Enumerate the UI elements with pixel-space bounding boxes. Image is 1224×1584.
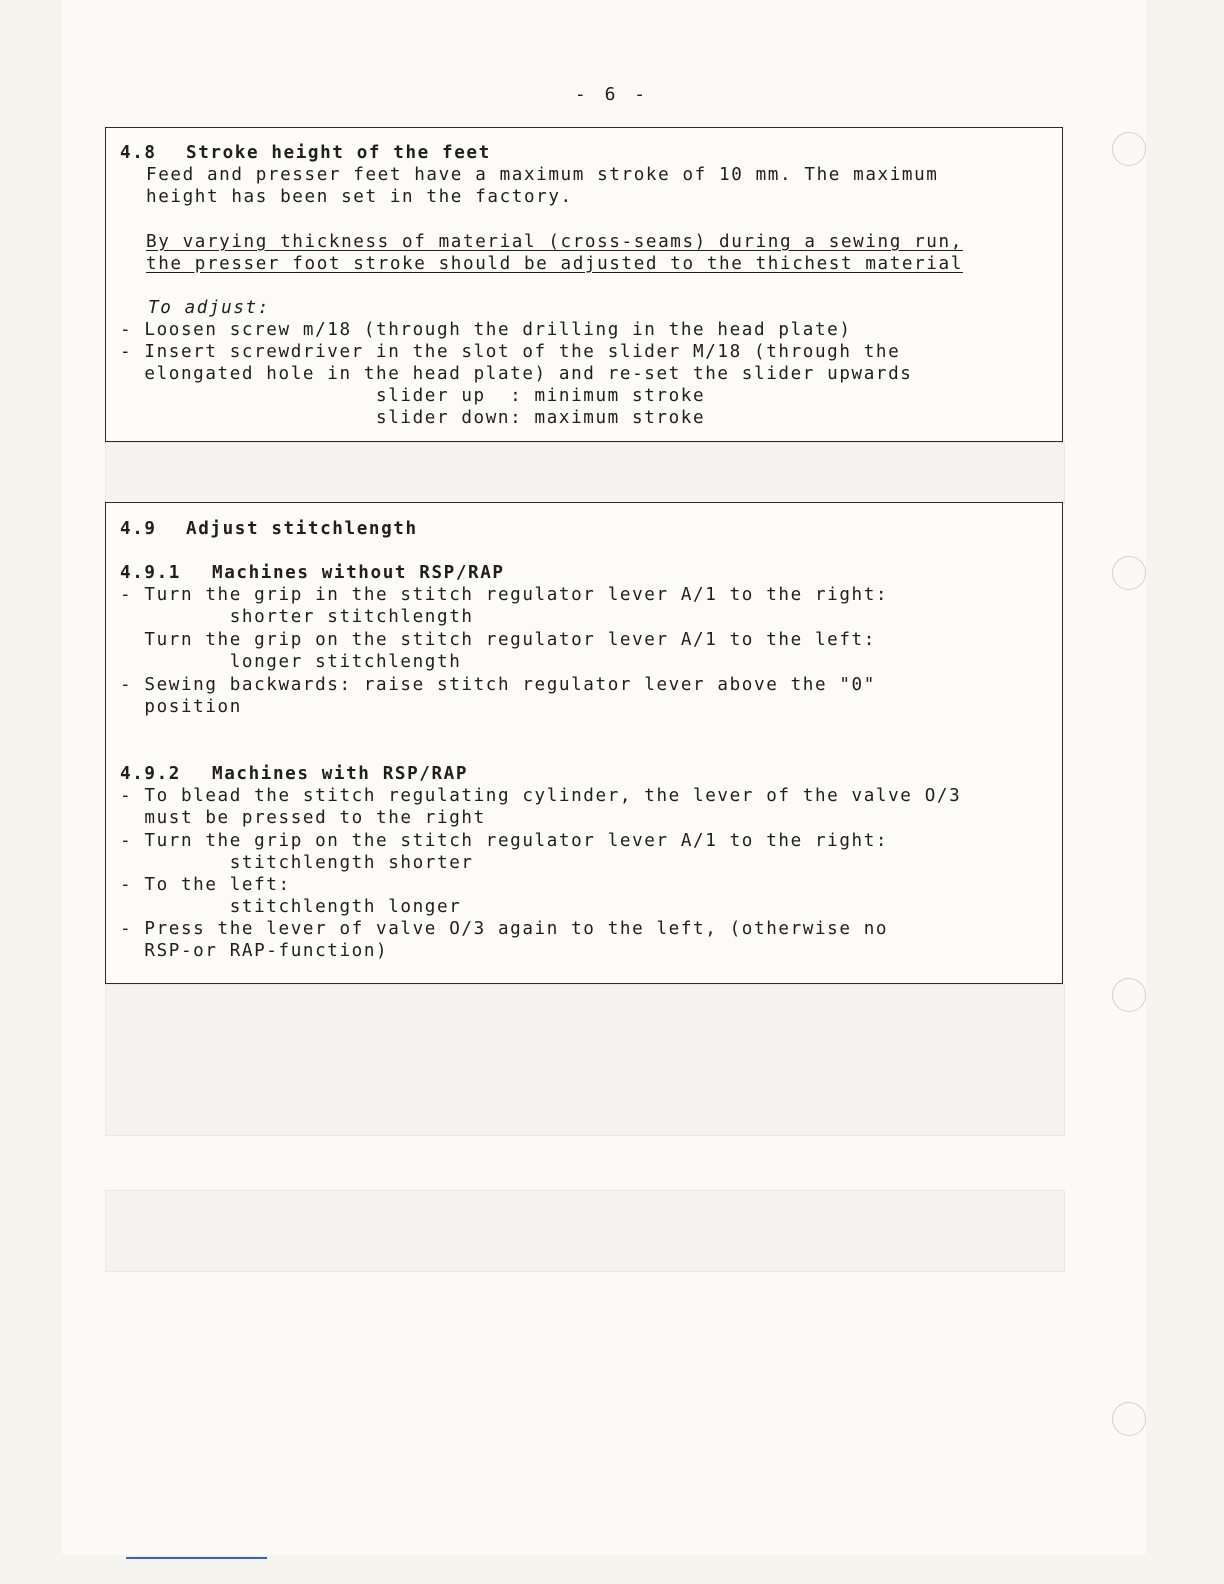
section-4-8-intro-line: height has been set in the factory. [146, 187, 573, 207]
section-4-8-slider-up: slider up : minimum stroke [376, 386, 706, 406]
section-4-9-2-heading-number: 4.9.2 [120, 764, 181, 784]
section-4-9-heading-title: Adjust stitchlength [186, 519, 418, 539]
section-4-8-heading-number: 4.8 [120, 143, 157, 163]
bleed-through-box [105, 1190, 1065, 1272]
section-4-9-2-line: RSP-or RAP-function) [120, 941, 389, 961]
section-4-9-2-heading-title: Machines with RSP/RAP [212, 764, 469, 784]
section-4-9-2-line: stitchlength shorter [120, 853, 474, 873]
section-4-8-box [105, 127, 1063, 442]
section-4-9-1-heading-number: 4.9.1 [120, 563, 181, 583]
punch-hole [1112, 1402, 1146, 1436]
section-4-9-2-line: stitchlength longer [120, 897, 462, 917]
punch-hole [1112, 556, 1146, 590]
section-4-9-1-line: Turn the grip on the stitch regulator lever A/1 to the left: [120, 630, 876, 650]
bleed-through-box [105, 984, 1065, 1136]
section-4-9-2-line: - Turn the grip on the stitch regulator lever A/1 to the right: [120, 831, 889, 851]
section-4-8-step: elongated hole in the head plate) and re-set the slider upwards [120, 364, 913, 384]
section-4-9-1-line: shorter stitchlength [120, 607, 474, 627]
section-4-9-2-line: - To the left: [120, 875, 291, 895]
bleed-through-box [105, 442, 1065, 504]
section-4-9-2-line: - Press the lever of valve O/3 again to the left, (otherwise no [120, 919, 889, 939]
section-4-9-1-line: - Turn the grip in the stitch regulator lever A/1 to the right: [120, 585, 889, 605]
section-4-8-step: - Loosen screw m/18 (through the drilling in the head plate) [120, 320, 852, 340]
section-4-8-slider-down: slider down: maximum stroke [376, 408, 706, 428]
section-4-9-heading-number: 4.9 [120, 519, 157, 539]
page-number: - 6 - [574, 84, 650, 105]
section-4-9-1-heading-title: Machines without RSP/RAP [212, 563, 505, 583]
section-4-8-adjust-label: To adjust: [148, 298, 270, 318]
section-4-9-1-line: position [120, 697, 242, 717]
footer-rule [126, 1557, 267, 1559]
section-4-8-note-line: the presser foot stroke should be adjusted to the thichest material [146, 254, 963, 274]
section-4-9-1-line: - Sewing backwards: raise stitch regulator lever above the "0" [120, 675, 876, 695]
section-4-9-box [105, 502, 1063, 984]
punch-hole [1112, 978, 1146, 1012]
section-4-8-step: - Insert screwdriver in the slot of the slider M/18 (through the [120, 342, 901, 362]
punch-hole [1112, 132, 1146, 166]
section-4-8-note-line: By varying thickness of material (cross-seams) during a sewing run, [146, 232, 963, 252]
section-4-8-intro-line: Feed and presser feet have a maximum stroke of 10 mm. The maximum [146, 165, 939, 185]
section-4-9-2-line: - To blead the stitch regulating cylinder, the lever of the valve O/3 [120, 786, 962, 806]
section-4-8-heading-title: Stroke height of the feet [186, 143, 491, 163]
section-4-9-1-line: longer stitchlength [120, 652, 462, 672]
section-4-9-2-line: must be pressed to the right [120, 808, 486, 828]
